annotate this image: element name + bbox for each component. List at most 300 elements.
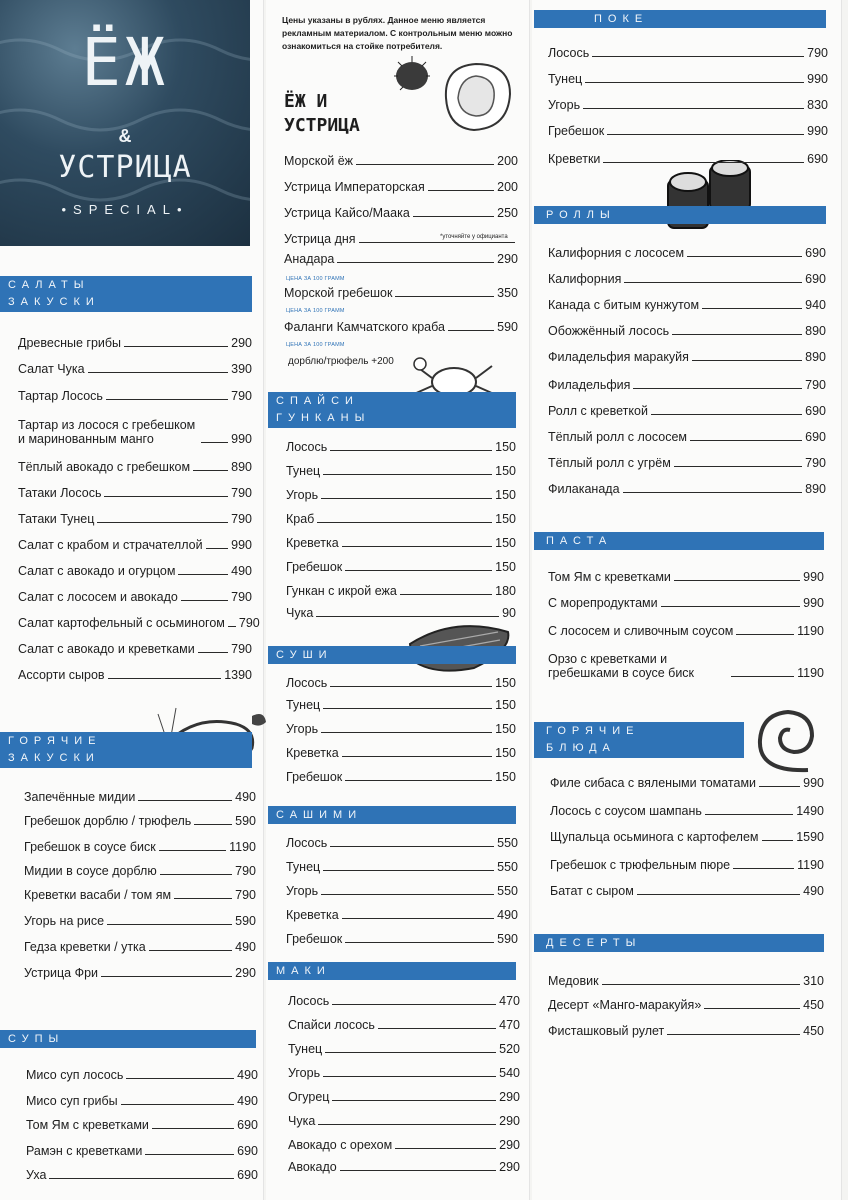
menu-item-name: Устрица Фри [24, 966, 99, 980]
menu-item-name: Креветка [286, 908, 339, 922]
leader-line [705, 814, 793, 815]
menu-item [26, 1094, 258, 1108]
menu-item [548, 72, 828, 86]
menu-item-name: Фисташковый рулет [548, 1024, 665, 1038]
menu-item-name: Мисо суп грибы [26, 1094, 118, 1108]
addon-note: дорблю/трюфель +200 [288, 356, 394, 367]
menu-item-price: 790 [235, 864, 256, 878]
leader-line [759, 786, 800, 787]
menu-item-name: Татаки Тунец [18, 512, 95, 526]
menu-item-price: 490 [235, 790, 256, 804]
menu-item [288, 1066, 520, 1080]
menu-item-price: 1190 [797, 624, 824, 638]
leader-line [637, 894, 800, 895]
menu-item-name: Гребешок [286, 932, 343, 946]
menu-item-price: 690 [805, 404, 826, 418]
menu-item-name: С лососем и сливочным соусом [548, 624, 734, 638]
leader-line [603, 162, 804, 163]
menu-item-price: 1490 [796, 804, 824, 818]
leader-line [121, 1104, 235, 1105]
menu-item-price: 790 [231, 389, 252, 403]
leader-line [667, 1034, 800, 1035]
menu-item-name: Тёплый ролл с угрём [548, 456, 671, 470]
menu-item-price: 830 [807, 98, 828, 112]
section-title-line: ГОРЯЧИЕ [8, 735, 102, 747]
menu-item [24, 966, 256, 980]
sea-urchin-icon [388, 52, 436, 98]
menu-item [548, 624, 824, 638]
menu-item-price: 890 [805, 350, 826, 364]
leader-line [323, 708, 492, 709]
octopus-icon [748, 700, 830, 782]
menu-item [548, 272, 826, 286]
menu-item-name: Том Ям с креветками [548, 570, 671, 584]
menu-item-name: Том Ям с креветками [26, 1118, 149, 1132]
menu-item-price: 590 [497, 932, 518, 946]
menu-item-price: 290 [235, 966, 256, 980]
menu-item-name: Салат с крабом и страчателлой [18, 538, 203, 552]
menu-item [18, 590, 252, 604]
per100-note: ЦЕНА ЗА 100 ГРАММ [286, 276, 345, 282]
menu-item-price: 790 [805, 378, 826, 392]
menu-item [548, 324, 826, 338]
leader-line [330, 686, 492, 687]
menu-item [548, 404, 826, 418]
leader-line [342, 546, 492, 547]
leader-line [395, 296, 494, 297]
menu-item [286, 746, 516, 760]
menu-item-price: 550 [497, 836, 518, 850]
leader-line [690, 440, 802, 441]
menu-item [550, 884, 824, 898]
menu-item-name: Тунец [548, 72, 583, 86]
menu-item-price: 350 [497, 286, 518, 300]
menu-item [18, 418, 252, 446]
logo-amp: & [118, 126, 132, 146]
menu-item [548, 974, 824, 988]
menu-item [548, 298, 826, 312]
leader-line [378, 1028, 496, 1029]
menu-item-price: 540 [499, 1066, 520, 1080]
leader-line [126, 1078, 234, 1079]
leader-line [332, 1100, 496, 1101]
menu-item-price: 790 [807, 46, 828, 60]
leader-line [731, 676, 794, 677]
menu-item-name: Устрица дня [284, 232, 356, 246]
menu-item-name: Щупальца осьминога с картофелем [550, 830, 759, 844]
menu-item-price: 150 [495, 488, 516, 502]
menu-item [286, 860, 518, 874]
leader-line [736, 634, 794, 635]
leader-line [206, 548, 229, 549]
menu-item-name: Угорь [286, 488, 319, 502]
leader-line [321, 732, 492, 733]
menu-item-price: 690 [237, 1118, 258, 1132]
leader-line [607, 134, 804, 135]
menu-item [548, 246, 826, 260]
menu-item-name: Салат Чука [18, 362, 85, 376]
menu-item-name: Калифорния с лососем [548, 246, 685, 260]
menu-item [286, 512, 516, 526]
menu-item-price: 890 [231, 460, 252, 474]
menu-item [548, 350, 826, 364]
menu-item [26, 1144, 258, 1158]
leader-line [623, 492, 803, 493]
menu-item [548, 1024, 824, 1038]
leader-line [323, 1076, 496, 1077]
menu-item [284, 232, 518, 246]
ask-waiter-note: *уточняйте у официанта [440, 234, 508, 240]
menu-item-price: 290 [499, 1138, 520, 1152]
leader-line [428, 190, 494, 191]
menu-item-price: 1590 [796, 830, 824, 844]
menu-item-name: Угорь [286, 884, 319, 898]
leader-line [194, 824, 232, 825]
menu-item-name: Медовик [548, 974, 599, 988]
menu-item-name: Авокадо [288, 1160, 337, 1174]
menu-item-name: Тунец [286, 464, 321, 478]
menu-item-price: 890 [805, 482, 826, 496]
leader-line [317, 522, 492, 523]
price-notice: Цены указаны в рублях. Данное меню является рекламным материалом. С контрольным меню можно ознакомиться на стойке потребителя. [282, 15, 513, 51]
menu-item-price: 450 [803, 998, 824, 1012]
menu-item-name: Татаки Лосось [18, 486, 102, 500]
menu-item-price: 790 [238, 616, 260, 630]
menu-item-name: Тёплый авокадо с гребешком [18, 460, 191, 474]
menu-item-price: 200 [497, 154, 518, 168]
menu-item [24, 888, 256, 902]
leader-line [400, 594, 492, 595]
menu-item-price: 150 [495, 746, 516, 760]
leader-line [585, 82, 804, 83]
menu-item-name: Филе сибаса с вялеными томатами [550, 776, 757, 790]
leader-line [330, 450, 492, 451]
menu-item [286, 698, 516, 712]
menu-item-price: 890 [805, 324, 826, 338]
menu-item-price: 940 [805, 298, 826, 312]
menu-item-price: 790 [231, 642, 252, 656]
menu-item-name: Обожжённый лосось [548, 324, 670, 338]
menu-item [26, 1068, 258, 1082]
menu-item [24, 814, 256, 828]
logo-main: ЁЖ [81, 24, 169, 101]
leader-line [395, 1148, 496, 1149]
menu-item-price: 150 [495, 698, 516, 712]
section-header-sashimi: САШИМИ [268, 806, 516, 824]
menu-item-name: Лосось [288, 994, 330, 1008]
menu-item-name: Спайси лосось [288, 1018, 375, 1032]
menu-item-price: 690 [805, 246, 826, 260]
menu-item [286, 606, 516, 620]
leader-line [359, 242, 515, 243]
menu-item-price: 490 [231, 564, 252, 578]
menu-item-name: Салат с лососем и авокадо [18, 590, 178, 604]
menu-item-price: 310 [803, 974, 824, 988]
menu-item-name: Калифорния [548, 272, 622, 286]
menu-item-price: 790 [231, 486, 252, 500]
menu-item [26, 1118, 258, 1132]
menu-item [548, 482, 826, 496]
section-title-line: ГУНКАНЫ [276, 412, 371, 424]
leader-line [201, 442, 228, 443]
leader-line [345, 942, 494, 943]
menu-item-name: Лосось [286, 676, 328, 690]
leader-line [674, 466, 802, 467]
leader-line [321, 894, 494, 895]
menu-item-price: 550 [497, 884, 518, 898]
menu-item-name: Тёплый ролл с лососем [548, 430, 688, 444]
menu-item-price: 290 [499, 1090, 520, 1104]
menu-item [286, 464, 516, 478]
section-header-maki: МАКИ [268, 962, 516, 980]
menu-item-price: 690 [805, 430, 826, 444]
title-line-2: УСТРИЦА [284, 115, 360, 136]
menu-item-name: Мидии в соусе дорблю [24, 864, 157, 878]
menu-item-price: 690 [807, 152, 828, 166]
menu-item-price: 150 [495, 676, 516, 690]
leader-line [49, 1178, 234, 1179]
menu-item-name: Креветка [286, 536, 339, 550]
menu-item-price: 690 [237, 1168, 258, 1182]
menu-item [288, 1138, 520, 1152]
menu-item-price: 490 [235, 940, 256, 954]
leader-line [672, 334, 802, 335]
menu-item [550, 776, 824, 790]
menu-item-name: Анадара [284, 252, 335, 266]
menu-item-price: 790 [231, 590, 252, 604]
leader-line [687, 256, 802, 257]
menu-item-price: 490 [237, 1068, 258, 1082]
menu-item-name: Креветка [286, 746, 339, 760]
section-title-urchin [284, 90, 360, 138]
menu-item-name: Филаканада [548, 482, 620, 496]
menu-item [548, 152, 828, 166]
section-title-line: СПАЙСИ [276, 395, 359, 407]
menu-item-name: Рамэн с креветками [26, 1144, 143, 1158]
menu-item-price: 790 [235, 888, 256, 902]
menu-item-price: 790 [805, 456, 826, 470]
menu-item-price: 990 [231, 432, 252, 446]
menu-item-price: 150 [495, 722, 516, 736]
menu-item-price: 1190 [797, 666, 824, 680]
menu-item-name: Гребешок [286, 770, 343, 784]
menu-item [288, 1160, 520, 1174]
menu-item [288, 1018, 520, 1032]
leader-line [97, 522, 228, 523]
menu-item-price: 180 [495, 584, 516, 598]
menu-item-price: 790 [231, 512, 252, 526]
menu-item-name: Лосось [286, 836, 328, 850]
section-title-line: ЗАКУСКИ [8, 752, 100, 764]
menu-item [18, 512, 252, 526]
menu-item [286, 722, 516, 736]
leader-line [228, 626, 236, 627]
leader-line [181, 600, 228, 601]
menu-item-price: 150 [495, 464, 516, 478]
menu-item [286, 440, 516, 454]
menu-item [286, 676, 516, 690]
section-header-hot-snacks [0, 732, 252, 768]
menu-item-name: Огурец [288, 1090, 330, 1104]
menu-item [26, 1168, 258, 1182]
leader-line [124, 346, 228, 347]
section-title: САЛАТЫ ЗАКУСКИ [8, 279, 100, 308]
menu-item-price: 550 [497, 860, 518, 874]
menu-item-name: Гребешок в соусе биск [24, 840, 156, 854]
menu-item-price: 1190 [797, 858, 824, 872]
leader-line [152, 1128, 234, 1129]
menu-item [18, 486, 252, 500]
leader-line [198, 652, 228, 653]
menu-item-price: 150 [495, 512, 516, 526]
menu-item [286, 560, 516, 574]
leader-line [602, 984, 801, 985]
leader-line [88, 372, 229, 373]
section-title-line: ГОРЯЧИЕ [546, 725, 640, 737]
menu-item [548, 570, 824, 584]
leader-line [356, 164, 494, 165]
menu-item-price: 150 [495, 770, 516, 784]
menu-item-name: С морепродуктами [548, 596, 658, 610]
menu-item-name: Краб [286, 512, 315, 526]
leader-line [733, 868, 794, 869]
menu-item-name: Уха [26, 1168, 47, 1182]
leader-line [108, 678, 222, 679]
menu-item-name: Батат с сыром [550, 884, 634, 898]
menu-item-price: 1190 [229, 840, 256, 854]
menu-item [284, 252, 518, 266]
menu-item-price: 990 [803, 570, 824, 584]
leader-line [321, 498, 492, 499]
menu-item-price: 690 [237, 1144, 258, 1158]
menu-item-name: Салат с авокадо и креветками [18, 642, 195, 656]
menu-item [24, 940, 256, 954]
leader-line [138, 800, 232, 801]
menu-item [286, 836, 518, 850]
leader-line [145, 1154, 234, 1155]
leader-line [323, 870, 494, 871]
menu-item [286, 770, 516, 784]
leader-line [583, 108, 804, 109]
section-header-sushi: СУШИ [268, 646, 516, 664]
menu-item-price: 290 [497, 252, 518, 266]
menu-item-name: Лосось [286, 440, 328, 454]
menu-item [24, 840, 256, 854]
menu-item [548, 652, 824, 680]
menu-item-price: 590 [235, 814, 256, 828]
menu-item-name: Гедза креветки / утка [24, 940, 146, 954]
leader-line [592, 56, 804, 57]
leader-line [448, 330, 494, 331]
leader-line [704, 1008, 800, 1009]
section-header-salads [0, 276, 252, 312]
menu-item [24, 864, 256, 878]
menu-item-price: 150 [495, 560, 516, 574]
menu-item [288, 1042, 520, 1056]
menu-item [284, 286, 518, 300]
menu-item-name: Креветки [548, 152, 601, 166]
menu-item [18, 336, 252, 350]
menu-item-name: Десерт «Манго-маракуйя» [548, 998, 702, 1012]
leader-line [624, 282, 802, 283]
section-header-spicy [268, 392, 516, 428]
leader-line [104, 496, 228, 497]
menu-item [548, 378, 826, 392]
menu-item [24, 790, 256, 804]
leader-line [702, 308, 802, 309]
leader-line [692, 360, 802, 361]
menu-item-name: Авокадо с орехом [288, 1138, 393, 1152]
menu-item-name: Мисо суп лосось [26, 1068, 124, 1082]
menu-item [548, 46, 828, 60]
menu-item-name: Филадельфия маракуйя [548, 350, 689, 364]
menu-item-price: 490 [497, 908, 518, 922]
leader-line [160, 874, 232, 875]
leader-line [674, 580, 800, 581]
menu-item [286, 536, 516, 550]
menu-item-price: 90 [502, 606, 516, 620]
menu-item-name: Чука [286, 606, 314, 620]
menu-item-price: 490 [803, 884, 824, 898]
menu-item-price: 200 [497, 180, 518, 194]
menu-item [548, 430, 826, 444]
logo-special: •SPECIAL• [61, 202, 189, 217]
per100-note: ЦЕНА ЗА 100 ГРАММ [286, 342, 345, 348]
leader-line [340, 1170, 496, 1171]
leader-line [323, 474, 492, 475]
menu-item-price: 590 [497, 320, 518, 334]
menu-item-name: Устрица Императорская [284, 180, 425, 194]
leader-line [106, 399, 228, 400]
leader-line [413, 216, 494, 217]
leader-line [159, 850, 226, 851]
menu-item [550, 804, 824, 818]
menu-item-name: Канада с битым кунжутом [548, 298, 700, 312]
menu-item-name: Устрица Кайсо/Маака [284, 206, 410, 220]
title-line-1: ЁЖ И [284, 91, 328, 112]
leader-line [762, 840, 794, 841]
menu-item [548, 456, 826, 470]
menu-item-name: Лосось [548, 46, 590, 60]
menu-item [284, 154, 518, 168]
menu-item-name: Угорь [548, 98, 581, 112]
leader-line [174, 898, 232, 899]
menu-item [286, 932, 518, 946]
leader-line [633, 388, 802, 389]
menu-item-name: Орзо с креветками и гребешками в соусе биск [548, 652, 695, 680]
menu-item-price: 1390 [224, 668, 252, 682]
menu-item-name: Тартар Лосось [18, 389, 103, 403]
menu-item-name: Тартар из лосося с гребешком и маринованным манго [18, 418, 196, 446]
section-header-soups: СУПЫ [0, 1030, 256, 1048]
menu-item-price: 490 [237, 1094, 258, 1108]
menu-item-name: Креветки васаби / том ям [24, 888, 172, 902]
menu-item [548, 596, 824, 610]
menu-item-name: Тунец [286, 860, 321, 874]
leader-line [318, 1124, 496, 1125]
menu-item-name: Лосось с соусом шампань [550, 804, 702, 818]
menu-item-price: 150 [495, 536, 516, 550]
leader-line [337, 262, 494, 263]
leader-line [325, 1052, 496, 1053]
menu-item [18, 362, 252, 376]
leader-line [107, 924, 232, 925]
menu-item-price: 250 [497, 206, 518, 220]
menu-item-name: Морской гребешок [284, 286, 393, 300]
leader-line [178, 574, 228, 575]
menu-item-price: 520 [499, 1042, 520, 1056]
section-header-poke: ПОКЕ [534, 10, 826, 28]
